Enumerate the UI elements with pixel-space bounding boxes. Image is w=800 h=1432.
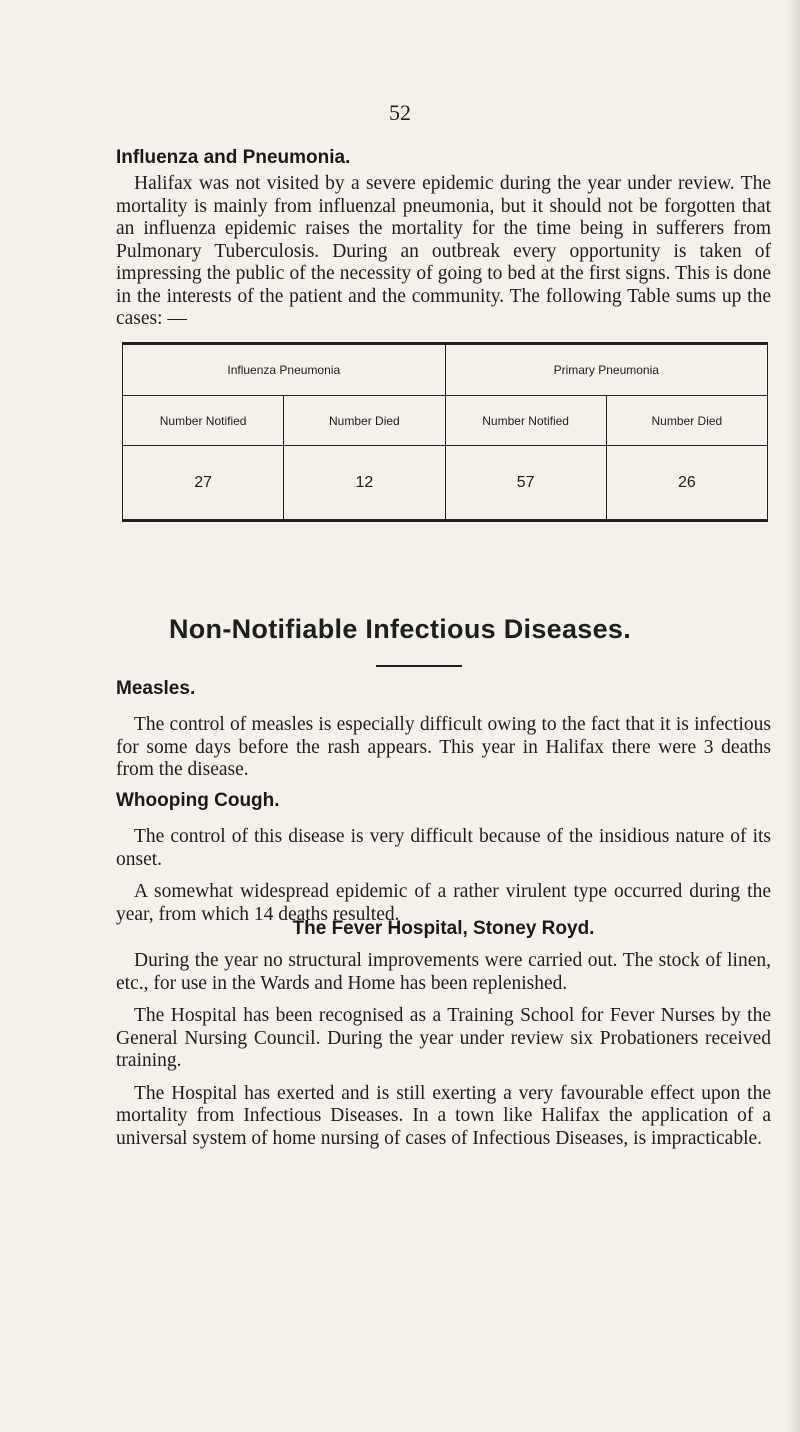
fever-hospital-paragraph: The Hospital has exerted and is still exerting a very favourable effect upon the mortality from Infectious Diseases. In a town like Halifax the application of a universal system of home nursing of cases of Infectious Diseases, is impracticable. (116, 1082, 771, 1149)
main-title: Non-Notifiable Infectious Diseases. (168, 614, 632, 644)
table-group-header: Primary Pneumonia (445, 345, 768, 396)
whooping-cough-paragraph: A somewhat widespread epidemic of a rather virulent type occurred during the year, from which 14 deaths resulted. (116, 881, 771, 925)
table-cell: 26 (606, 446, 767, 520)
table-subheader: Number Died (606, 396, 767, 446)
whooping-cough-section (116, 790, 771, 926)
influenza-pneumonia-section (116, 147, 771, 331)
table-group-header: Influenza Pneumonia (123, 345, 446, 396)
measles-paragraph: The control of measles is especially difficult owing to the fact that it is infectious for some days before the rash appears. This year in Halifax there were 3 deaths from the disease. (116, 714, 771, 780)
table-cell: 12 (284, 446, 445, 520)
page-edge-shadow (786, 0, 800, 1432)
table-subheader: Number Notified (123, 396, 284, 446)
fever-hospital-paragraph: During the year no structural improvements were carried out. The stock of linen, etc., for use in the Wards and Home has been replenished. (116, 950, 771, 994)
table-subheader: Number Died (284, 396, 445, 446)
pneumonia-table (122, 342, 768, 522)
table-cell: 27 (123, 446, 284, 520)
table-cell: 57 (445, 446, 606, 520)
whooping-cough-paragraph: The control of this disease is very difficult because of the insidious nature of its onset. (116, 826, 771, 870)
title-underline (376, 665, 462, 667)
table-subheader: Number Notified (445, 396, 606, 446)
influenza-paragraph: Halifax was not visited by a severe epidemic during the year under review. The mortality is mainly from influenzal pneumonia, but it should not be forgotten that an influenza epidemic raises the mortality for the time being in sufferers from Pulmonary Tuberculosis. During an outbreak every opportunity is taken of impressing the public of the necessity of going to bed at the first signs. This is done in the interests of the patient and the community. The following Table sums up the cases: — (116, 173, 771, 329)
whooping-cough-heading: Whooping Cough. (116, 790, 280, 811)
fever-hospital-heading: The Fever Hospital, Stoney Royd. (292, 918, 595, 939)
page-number: 52 (389, 100, 411, 125)
influenza-heading: Influenza and Pneumonia. (116, 147, 351, 168)
fever-hospital-paragraph: The Hospital has been recognised as a Training School for Fever Nurses by the General Nursing Council. During the year under review six Probationers received training. (116, 1005, 771, 1071)
fever-hospital-section (116, 918, 771, 1150)
measles-heading: Measles. (116, 678, 196, 699)
measles-section (116, 678, 771, 782)
